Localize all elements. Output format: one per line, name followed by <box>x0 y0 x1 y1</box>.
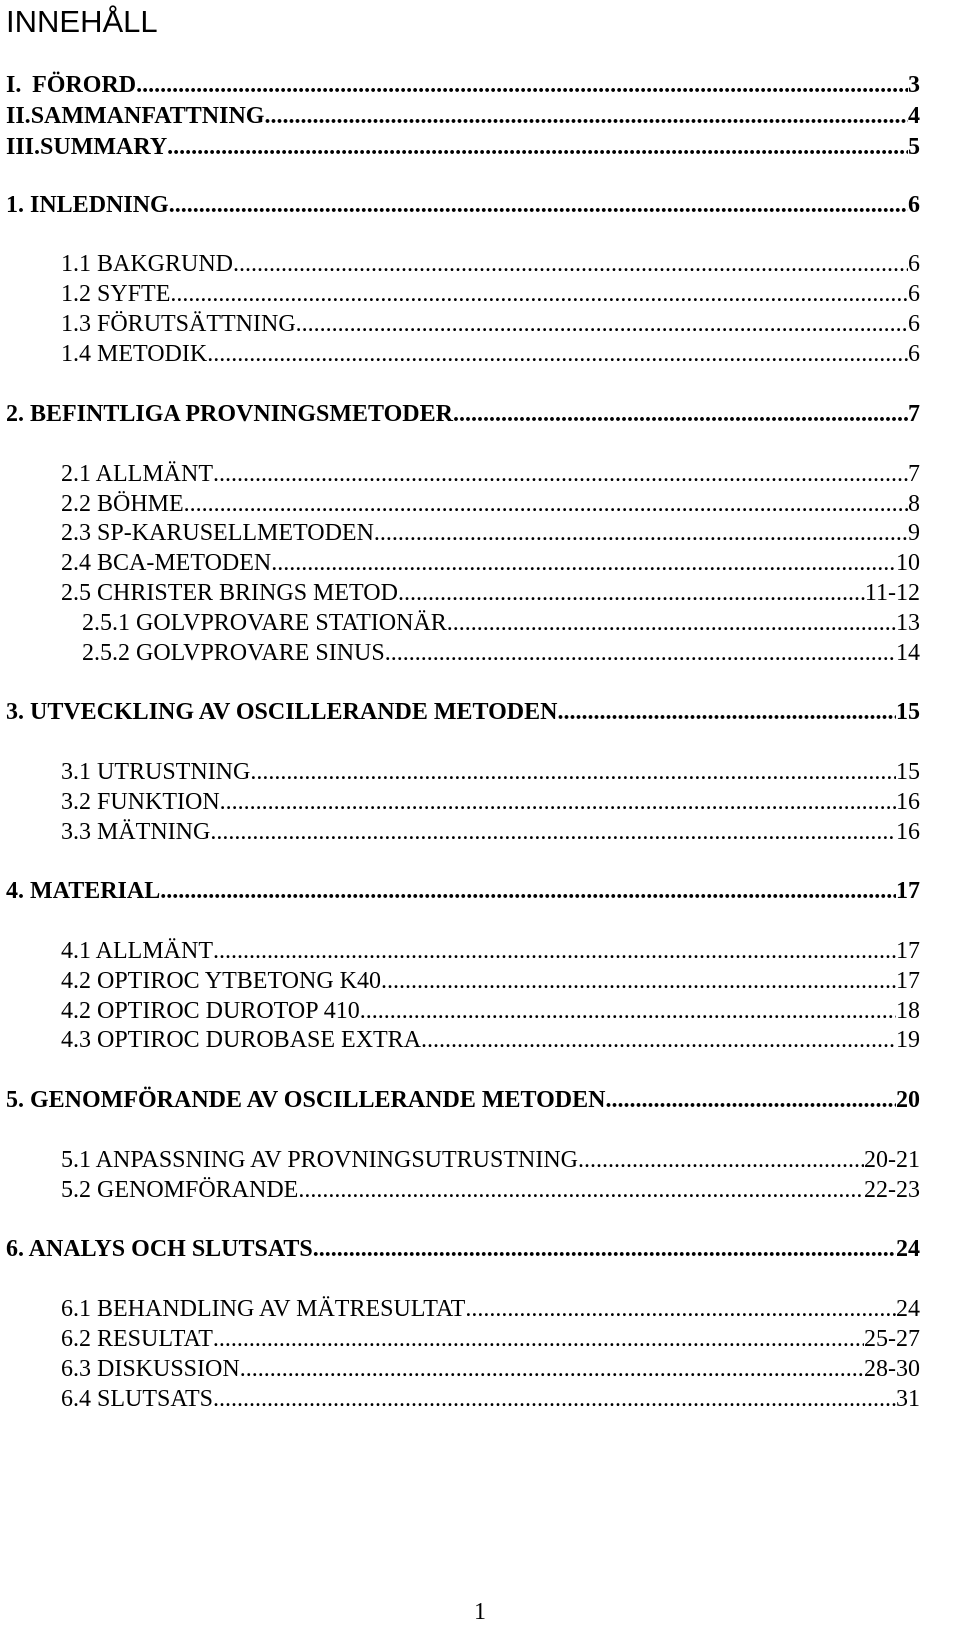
toc-entry[interactable] <box>6 1234 920 1264</box>
toc-dot-leader <box>313 1234 896 1264</box>
toc-dot-leader <box>167 132 908 162</box>
toc-dot-leader <box>233 249 908 279</box>
toc-entry-title: 2.5.2 GOLVPROVARE SINUS <box>82 640 385 666</box>
toc-entry[interactable] <box>61 936 920 966</box>
toc-entry[interactable] <box>61 1354 920 1384</box>
toc-entry-title: 6. ANALYS OCH SLUTSATS <box>6 1236 313 1262</box>
toc-entry[interactable] <box>61 459 920 489</box>
toc-entry[interactable] <box>6 70 920 100</box>
toc-entry-title: 5.2 GENOMFÖRANDE <box>61 1177 299 1203</box>
toc-entry-number: III. <box>6 134 41 160</box>
toc-entry-page: 18 <box>896 998 920 1024</box>
toc-dot-leader <box>465 1294 896 1324</box>
toc-entry[interactable] <box>61 578 920 608</box>
toc-entry[interactable] <box>61 757 920 787</box>
toc-dot-leader <box>578 1145 864 1175</box>
toc-entry-title: 6.1 BEHANDLING AV MÄTRESULTAT <box>61 1296 466 1322</box>
toc-entry-title: 4.3 OPTIROC DUROBASE EXTRA <box>61 1027 422 1053</box>
toc-entry-title: 4. MATERIAL <box>6 878 161 904</box>
toc-entry-title: FÖRORD <box>32 72 137 98</box>
page-title: INNEHÅLL <box>6 4 158 39</box>
toc-dot-leader <box>398 578 865 608</box>
toc-entry[interactable] <box>6 399 920 429</box>
toc-entry-title: 2.3 SP-KARUSELLMETODEN <box>61 520 374 546</box>
toc-entry[interactable] <box>61 1025 920 1055</box>
toc-dot-leader <box>213 936 896 966</box>
toc-entry[interactable] <box>61 1384 920 1414</box>
toc-entry[interactable] <box>6 1085 920 1115</box>
toc-entry-number: II. <box>6 103 31 129</box>
toc-entry-page: 14 <box>896 640 920 666</box>
toc-entry-page: 6 <box>908 281 920 307</box>
toc-entry[interactable] <box>61 787 920 817</box>
toc-entry-page: 9 <box>908 520 920 546</box>
toc-dot-leader <box>136 70 908 100</box>
toc-dot-leader <box>220 787 896 817</box>
toc-entry-page: 6 <box>908 192 920 218</box>
toc-dot-leader <box>210 817 896 847</box>
toc-entry-number: I. <box>6 72 22 98</box>
toc-dot-leader <box>250 757 896 787</box>
toc-entry[interactable] <box>61 249 920 279</box>
toc-entry-page: 10 <box>896 550 920 576</box>
toc-entry[interactable] <box>61 279 920 309</box>
toc-entry-page: 6 <box>908 251 920 277</box>
toc-entry-page: 17 <box>896 938 920 964</box>
toc-dot-leader <box>381 966 896 996</box>
toc-dot-leader <box>160 876 896 906</box>
toc-entry-page: 24 <box>896 1236 920 1262</box>
toc-entry[interactable] <box>61 309 920 339</box>
toc-entry-title: 2.5.1 GOLVPROVARE STATIONÄR <box>82 610 447 636</box>
toc-entry-page: 17 <box>896 878 920 904</box>
toc-entry-title: 3.2 FUNKTION <box>61 789 220 815</box>
toc-entry-title: 4.2 OPTIROC YTBETONG K40 <box>61 968 382 994</box>
toc-entry-title: 1.2 SYFTE <box>61 281 171 307</box>
toc-entry-page: 22-23 <box>864 1177 920 1203</box>
toc-entry[interactable] <box>6 101 920 131</box>
toc-entry-title: 3.3 MÄTNING <box>61 819 211 845</box>
toc-entry-title: 6.4 SLUTSATS <box>61 1386 214 1412</box>
toc-entry[interactable] <box>6 876 920 906</box>
toc-entry-page: 19 <box>896 1027 920 1053</box>
toc-entry-page: 16 <box>896 819 920 845</box>
toc-entry-title: 2. BEFINTLIGA PROVNINGSMETODER <box>6 401 453 427</box>
toc-entry-title: 4.1 ALLMÄNT <box>61 938 213 964</box>
toc-entry-page: 15 <box>896 699 920 725</box>
toc-entry-title: SAMMANFATTNING <box>30 103 265 129</box>
toc-entry-page: 4 <box>908 103 920 129</box>
toc-entry-title: 5.1 ANPASSNING AV PROVNINGSUTRUSTNING <box>61 1147 578 1173</box>
toc-entry-page: 8 <box>908 491 920 517</box>
toc-dot-leader <box>605 1085 896 1115</box>
toc-entry[interactable] <box>61 1175 920 1205</box>
toc-entry[interactable] <box>61 817 920 847</box>
toc-entry-page: 20-21 <box>864 1147 920 1173</box>
toc-entry-page: 5 <box>908 134 920 160</box>
toc-entry[interactable] <box>61 1294 920 1324</box>
toc-entry[interactable] <box>6 697 920 727</box>
toc-entry-page: 25-27 <box>864 1326 920 1352</box>
toc-dot-leader <box>169 190 908 220</box>
toc-entry-page: 15 <box>896 759 920 785</box>
toc-entry-title: 4.2 OPTIROC DUROTOP 410 <box>61 998 360 1024</box>
toc-entry-page: 28-30 <box>864 1356 920 1382</box>
toc-entry-title: 2.2 BÖHME <box>61 491 184 517</box>
toc-entry-page: 16 <box>896 789 920 815</box>
toc-entry-title: 3.1 UTRUSTNING <box>61 759 251 785</box>
toc-entry-title: 1. INLEDNING <box>6 192 169 218</box>
toc-entry-title: 2.1 ALLMÄNT <box>61 461 213 487</box>
toc-dot-leader <box>421 1025 896 1055</box>
toc-dot-leader <box>240 1354 864 1384</box>
toc-entry-page: 7 <box>908 461 920 487</box>
toc-dot-leader <box>296 309 908 339</box>
toc-entry-page: 31 <box>896 1386 920 1412</box>
toc-dot-leader <box>447 608 896 638</box>
toc-entry[interactable] <box>61 548 920 578</box>
toc-entry-title: 6.2 RESULTAT <box>61 1326 213 1352</box>
toc-dot-leader <box>207 339 908 369</box>
toc-entry-title: 5. GENOMFÖRANDE AV OSCILLERANDE METODEN <box>6 1087 606 1113</box>
toc-dot-leader <box>184 489 908 519</box>
toc-entry-title: 2.4 BCA-METODEN <box>61 550 272 576</box>
toc-dot-leader <box>170 279 908 309</box>
toc-dot-leader <box>213 459 908 489</box>
toc-entry-page: 24 <box>896 1296 920 1322</box>
toc-entry[interactable] <box>61 996 920 1026</box>
toc-entry-page: 6 <box>908 311 920 337</box>
toc-entry[interactable] <box>6 132 920 162</box>
toc-entry-title: 1.4 METODIK <box>61 341 208 367</box>
toc-dot-leader <box>298 1175 864 1205</box>
toc-entry-page: 17 <box>896 968 920 994</box>
toc-entry-page: 3 <box>908 72 920 98</box>
toc-dot-leader <box>213 1324 864 1354</box>
toc-entry[interactable] <box>61 518 920 548</box>
toc-entry-title: 1.1 BAKGRUND <box>61 251 234 277</box>
toc-entry[interactable] <box>61 1145 920 1175</box>
toc-entry[interactable] <box>61 966 920 996</box>
toc-entry-page: 11-12 <box>864 580 920 606</box>
toc-dot-leader <box>557 697 896 727</box>
toc-entry-page: 20 <box>896 1087 920 1113</box>
toc-entry[interactable] <box>6 190 920 220</box>
toc-entry[interactable] <box>61 339 920 369</box>
toc-entry-title: 3. UTVECKLING AV OSCILLERANDE METODEN <box>6 699 558 725</box>
toc-entry[interactable] <box>82 608 920 638</box>
toc-entry-title: 2.5 CHRISTER BRINGS METOD <box>61 580 398 606</box>
toc-entry-title: SUMMARY <box>40 134 168 160</box>
toc-entry-title: 1.3 FÖRUTSÄTTNING <box>61 311 296 337</box>
toc-entry-page: 13 <box>896 610 920 636</box>
toc-entry[interactable] <box>61 489 920 519</box>
toc-dot-leader <box>271 548 896 578</box>
toc-entry[interactable] <box>82 638 920 668</box>
page-number: 1 <box>474 1599 486 1625</box>
toc-dot-leader <box>374 518 908 548</box>
toc-entry-page: 6 <box>908 341 920 367</box>
toc-dot-leader <box>360 996 896 1026</box>
toc-entry-page: 7 <box>908 401 920 427</box>
toc-entry-title: 6.3 DISKUSSION <box>61 1356 240 1382</box>
toc-dot-leader <box>385 638 896 668</box>
toc-dot-leader <box>453 399 908 429</box>
toc-dot-leader <box>264 101 908 131</box>
toc-dot-leader <box>213 1384 896 1414</box>
toc-entry[interactable] <box>61 1324 920 1354</box>
